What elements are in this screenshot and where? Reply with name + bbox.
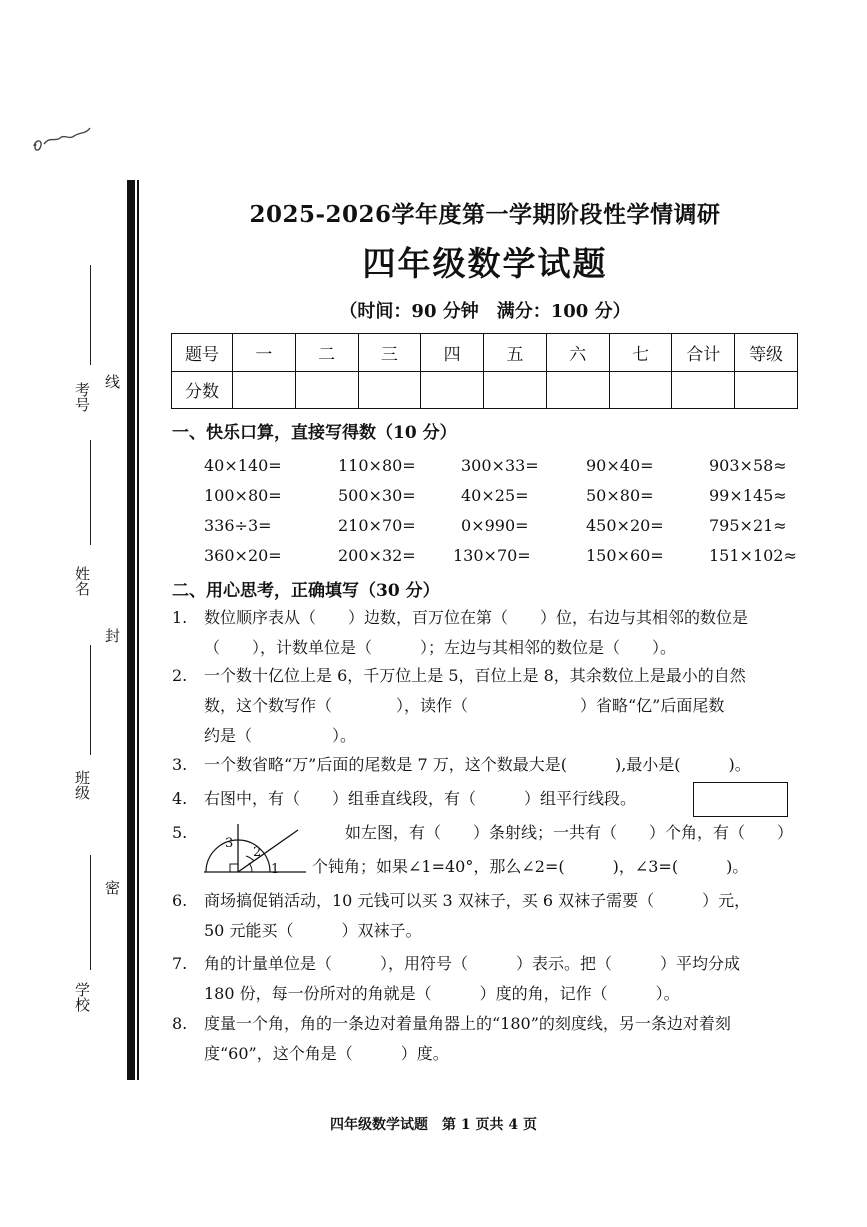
calc-item: 336÷3= — [204, 516, 272, 535]
calc-item: 210×70= — [338, 516, 416, 535]
calc-item: 90×40= — [586, 456, 654, 475]
calc-item: 40×140= — [204, 456, 282, 475]
question-number: 2. — [172, 666, 188, 685]
question-number: 5. — [172, 823, 188, 842]
exam-title: 四年级数学试题 — [362, 244, 608, 283]
calc-item: 99×145≈ — [709, 486, 787, 505]
label-xuexiao: 学校 — [73, 982, 91, 1012]
score-cell[interactable] — [546, 371, 609, 409]
binding-thin-line — [137, 180, 139, 1080]
angle-label-3: 3 — [225, 836, 234, 851]
question-text: 商场搞促销活动，10 元钱可以买 3 双袜子，买 6 双袜子需要（ ）元， — [204, 891, 751, 910]
label-xian: 线 — [103, 374, 121, 389]
header-cell: 七 — [609, 334, 672, 372]
score-cell[interactable] — [233, 371, 296, 409]
score-cell[interactable] — [358, 371, 421, 409]
label-kaohao: 考号 — [73, 382, 91, 412]
calc-item: 500×30= — [338, 486, 416, 505]
calc-item: 110×80= — [338, 456, 416, 475]
score-cell[interactable] — [672, 371, 735, 409]
header-cell: 三 — [358, 334, 421, 372]
question-number: 6. — [172, 891, 188, 910]
question-text: 50 元能买（ ）双袜子。 — [204, 921, 422, 940]
angle-label-1: 1 — [271, 862, 280, 877]
calc-item: 150×60= — [586, 546, 664, 565]
question-text: 度量一个角，角的一条边对着量角器上的“180”的刻度线，另一条边对着刻 — [204, 1014, 731, 1033]
question-2 — [172, 661, 802, 751]
header-cell: 四 — [421, 334, 484, 372]
calc-item: 50×80= — [586, 486, 654, 505]
calc-item: 360×20= — [204, 546, 282, 565]
question-text: 数，这个数写作（ ），读作（ ）省略“亿”后面尾数 — [204, 696, 725, 715]
question-8 — [172, 1009, 802, 1069]
kaohao-underline — [90, 265, 91, 365]
label-banji: 班级 — [73, 770, 91, 800]
calc-item: 200×32= — [338, 546, 416, 565]
section2-title: 二、用心思考，正确填写（30 分） — [172, 581, 440, 601]
score-cell[interactable] — [484, 371, 547, 409]
banji-underline — [90, 645, 91, 755]
question-text: 180 份，每一份所对的角就是（ ）度的角，记作（ ）。 — [204, 984, 680, 1003]
page-footer: 四年级数学试题 第 1 页共 4 页 — [330, 1117, 537, 1133]
exam-time-score: （时间：90 分钟 满分：100 分） — [339, 301, 631, 322]
header-cell: 题号 — [172, 334, 233, 372]
question-number: 4. — [172, 789, 188, 808]
question-text: 度“60”，这个角是（ ）度。 — [204, 1044, 449, 1063]
score-table — [171, 333, 798, 409]
binding-thick-line — [127, 180, 135, 1080]
calc-item: 0×990= — [461, 516, 529, 535]
question-text: 数位顺序表从（ ）边数，百万位在第（ ）位，右边与其相邻的数位是 — [204, 608, 749, 627]
row-label: 分数 — [172, 371, 233, 409]
header-cell: 二 — [295, 334, 358, 372]
question-number: 3. — [172, 755, 188, 774]
question-7 — [172, 949, 802, 1009]
score-table-score-row — [172, 371, 798, 409]
question-text: 个钝角；如果∠1=40°，那么∠2=( )，∠3=( )。 — [312, 857, 749, 876]
calc-item: 100×80= — [204, 486, 282, 505]
header-cell: 一 — [233, 334, 296, 372]
question-6 — [172, 886, 802, 946]
question-number: 7. — [172, 954, 188, 973]
header-cell: 等级 — [735, 334, 798, 372]
calc-item: 903×58≈ — [709, 456, 787, 475]
score-table-header-row — [172, 334, 798, 372]
question-text: 右图中，有（ ）组垂直线段，有（ ）组平行线段。 — [204, 789, 637, 808]
label-feng: 封 — [103, 628, 121, 643]
xingming-underline — [90, 440, 91, 545]
figure-box — [693, 782, 788, 817]
calc-item: 795×21≈ — [709, 516, 787, 535]
score-cell[interactable] — [421, 371, 484, 409]
question-text: 一个数省略“万”后面的尾数是 7 万，这个数最大是( ),最小是( )。 — [204, 755, 751, 774]
calc-item: 130×70= — [453, 546, 531, 565]
label-mi: 密 — [103, 880, 121, 895]
question-number: 8. — [172, 1014, 188, 1033]
score-cell[interactable] — [295, 371, 358, 409]
header-cell: 五 — [484, 334, 547, 372]
exam-series-title: 2025-2026学年度第一学期阶段性学情调研 — [249, 201, 721, 228]
handwritten-scribble — [30, 118, 96, 160]
question-text: 如左图，有（ ）条射线；一共有（ ）个角，有（ ） — [345, 823, 794, 842]
label-xingming: 姓名 — [73, 566, 91, 596]
header-cell: 六 — [546, 334, 609, 372]
header-cell: 合计 — [672, 334, 735, 372]
question-number: 1. — [172, 608, 188, 627]
calc-item: 40×25= — [461, 486, 529, 505]
question-3 — [172, 750, 802, 780]
question-text: 角的计量单位是（ ），用符号（ ）表示。把（ ）平均分成 — [204, 954, 741, 973]
section1-title: 一、快乐口算，直接写得数（10 分） — [172, 423, 457, 443]
question-text: （ ），计数单位是（ ）；左边与其相邻的数位是（ ）。 — [204, 638, 677, 657]
score-cell[interactable] — [735, 371, 798, 409]
angle-label-2: 2 — [253, 845, 262, 860]
question-1 — [172, 603, 802, 663]
score-cell[interactable] — [609, 371, 672, 409]
calc-item: 300×33= — [461, 456, 539, 475]
question-text: 一个数十亿位上是 6，千万位上是 5，百位上是 8，其余数位上是最小的自然 — [204, 666, 746, 685]
calc-item: 450×20= — [586, 516, 664, 535]
question-text: 约是（ ）。 — [204, 726, 357, 745]
xuexiao-underline — [90, 855, 91, 970]
calc-item: 151×102≈ — [709, 546, 797, 565]
